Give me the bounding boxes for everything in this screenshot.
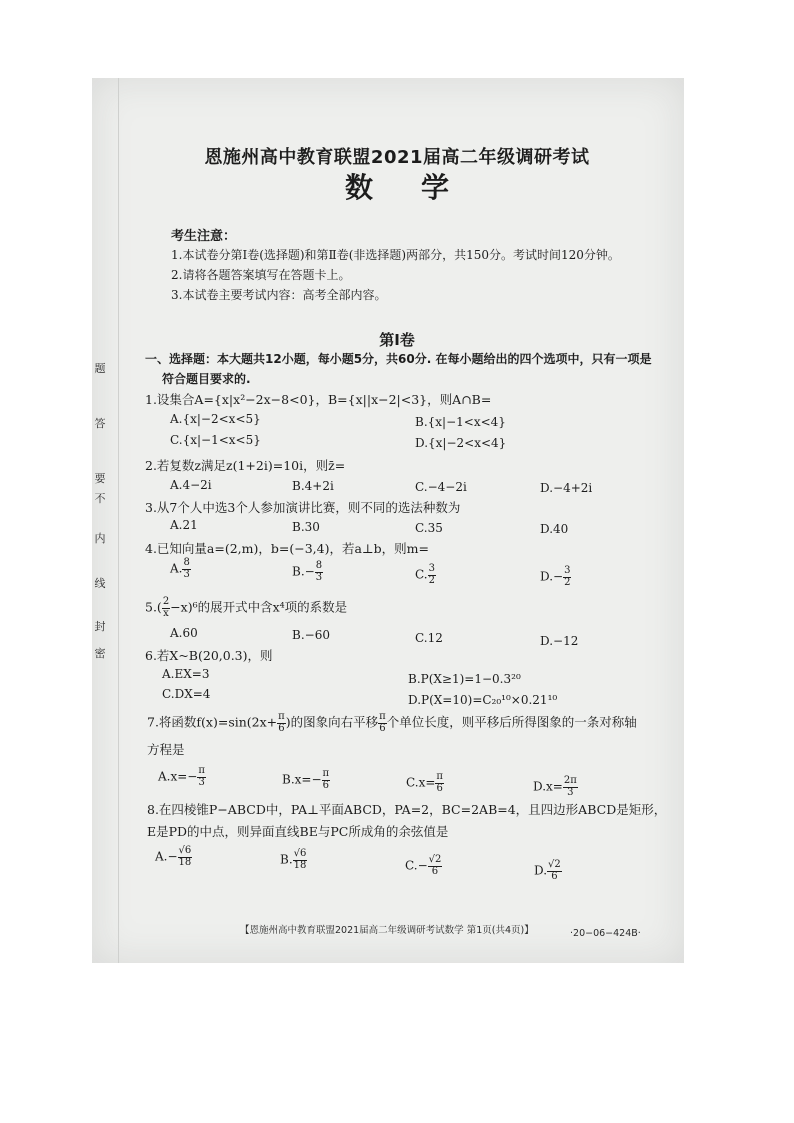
option-prefix: D. (534, 863, 548, 878)
q1-option-b: B.{x|−1<x<4} (415, 415, 506, 429)
denominator: 3 (567, 786, 574, 798)
fraction (378, 712, 387, 734)
paper-code: ·20−06−424B· (570, 928, 641, 939)
q1-option-c: C.{x|−1<x<5} (170, 433, 261, 447)
stem-text: 个单位长度，则平移后所得图象的一条对称轴 (386, 714, 637, 730)
fraction (547, 860, 562, 882)
q8-option-c (405, 855, 442, 877)
denominator: 3 (183, 568, 190, 580)
q5-option-b: B.−60 (292, 628, 330, 642)
denominator: 6 (551, 870, 558, 882)
q4-option-c (415, 564, 436, 586)
stem-text: )的图象向右平移 (285, 714, 379, 730)
denominator: 3 (198, 776, 205, 788)
denominator: 6 (379, 722, 386, 734)
denominator: 6 (278, 722, 285, 734)
fraction (197, 766, 206, 788)
numerator: 3 (428, 563, 435, 574)
notice-item: 2.请将各题答案填写在答题卡上。 (171, 268, 351, 282)
numerator: √2 (548, 859, 561, 870)
page-footer: 【恩施州高中教育联盟2021届高二年级调研考试数学 第1页(共4页)】 (240, 925, 534, 936)
q6-option-c: C.DX=4 (162, 687, 211, 701)
q7-option-c (406, 772, 444, 794)
numerator: √6 (293, 848, 307, 859)
numerator: 2 (162, 596, 170, 607)
seal-char: 要 (94, 472, 106, 485)
q4-option-b (292, 561, 323, 583)
question-7-stem-line2: 方程是 (147, 742, 185, 757)
question-8-stem-line2: E是PD的中点，则异面直线BE与PC所成角的余弦值是 (147, 824, 449, 839)
fraction (182, 558, 190, 580)
notice-item: 3.本试卷主要考试内容：高考全部内容。 (171, 288, 387, 302)
q2-option-b: B.4+2i (292, 479, 334, 493)
fraction (563, 566, 571, 588)
question-4-stem: 4.已知向量a=(2,m)，b=(−3,4)，若a⊥b，则m= (145, 541, 430, 556)
denominator: 2 (428, 574, 435, 586)
q2-option-c: C.−4−2i (415, 480, 467, 494)
option-prefix: A.− (155, 849, 178, 864)
question-3-stem: 3.从7个人中选3个人参加演讲比赛，则不同的选法种数为 (145, 500, 461, 515)
option-prefix: B. (280, 852, 293, 867)
numerator: √6 (178, 845, 192, 856)
section-title: 第Ⅰ卷 (379, 331, 415, 349)
fraction (162, 597, 170, 619)
numerator: π (278, 711, 285, 722)
option-prefix: B.x=− (282, 772, 322, 787)
option-prefix: C. (415, 567, 428, 582)
section-intro: 一、选择题：本大题共12小题，每小题5分，共60分. 在每小题给出的四个选项中，只有一项是 (145, 352, 652, 366)
denominator: x (163, 607, 169, 619)
fraction (428, 855, 443, 877)
question-5-stem (145, 597, 347, 619)
q7-option-a (158, 766, 206, 788)
q3-option-a: A.21 (170, 518, 198, 532)
seal-char: 封 (94, 620, 106, 633)
option-prefix: D.− (540, 569, 564, 584)
denominator: 6 (436, 782, 443, 794)
section-intro: 符合题目要求的. (162, 372, 251, 386)
q6-option-d: D.P(X=10)=C₂₀¹⁰×0.21¹⁰ (408, 693, 558, 707)
seal-char: 线 (94, 577, 106, 590)
question-2-stem: 2.若复数z满足z(1+2i)=10i，则z̄= (145, 458, 346, 473)
q1-option-d: D.{x|−2<x<4} (415, 436, 507, 450)
numerator: π (322, 768, 330, 779)
numerator: 2π (563, 775, 577, 786)
q5-option-d: D.−12 (540, 634, 579, 648)
question-1-stem: 1.设集合A={x|x²−2x−8<0}，B={x||x−2|<3}，则A∩B= (145, 392, 492, 407)
fraction (428, 564, 436, 586)
stem-text: −x)⁶的展开式中含x⁴项的系数是 (170, 599, 348, 615)
denominator: 18 (178, 856, 192, 868)
seal-char: 答 (94, 417, 106, 430)
denominator: 18 (293, 859, 307, 871)
numerator: √2 (428, 854, 442, 865)
q3-option-d: D.40 (540, 522, 569, 536)
q7-option-d (533, 776, 578, 798)
option-prefix: D.x= (533, 779, 563, 794)
fraction (315, 561, 323, 583)
numerator: 8 (315, 560, 323, 571)
q6-option-a: A.EX=3 (162, 667, 210, 681)
numerator: π (436, 771, 443, 782)
fraction (435, 772, 444, 794)
q4-option-a (170, 558, 191, 580)
q2-option-a: A.4−2i (170, 478, 212, 492)
denominator: 3 (315, 571, 323, 583)
q1-option-a: A.{x|−2<x<5} (170, 412, 261, 426)
fraction (563, 776, 578, 798)
q8-option-a (155, 846, 192, 868)
option-prefix: C.x= (406, 775, 436, 790)
question-7-stem (147, 712, 637, 734)
option-prefix: A. (170, 561, 183, 576)
exam-title: 恩施州高中教育联盟2021届高二年级调研考试 (204, 147, 590, 168)
fraction (277, 712, 286, 734)
seal-char: 不 (94, 492, 106, 505)
q3-option-c: C.35 (415, 521, 443, 535)
exam-subject: 数学 (344, 171, 497, 204)
fraction (293, 849, 308, 871)
option-prefix: B.− (292, 564, 315, 579)
question-6-stem: 6.若X~B(20,0.3)，则 (145, 648, 273, 663)
numerator: 3 (564, 565, 571, 576)
q4-option-d (540, 566, 571, 588)
seal-char: 题 (94, 362, 106, 375)
stem-text: 5.( (145, 599, 162, 615)
seal-char: 密 (94, 647, 106, 660)
numerator: 8 (183, 557, 190, 568)
q3-option-b: B.30 (292, 520, 320, 534)
q8-option-b (280, 849, 307, 871)
denominator: 2 (564, 576, 571, 588)
notice-heading: 考生注意： (171, 229, 237, 244)
q5-option-c: C.12 (415, 631, 443, 645)
question-8-stem: 8.在四棱锥P−ABCD中，PA⊥平面ABCD，PA=2，BC=2AB=4，且四边形ABCD是矩形， (147, 802, 667, 817)
q2-option-d: D.−4+2i (540, 481, 593, 495)
option-prefix: C.− (405, 858, 428, 873)
stem-text: 7.将函数f(x)=sin(2x+ (147, 714, 278, 730)
denominator: 6 (431, 865, 439, 877)
numerator: π (198, 765, 205, 776)
option-prefix: A.x=− (158, 769, 198, 784)
q8-option-d (534, 860, 562, 882)
q5-option-a: A.60 (170, 626, 198, 640)
notice-item: 1.本试卷分第Ⅰ卷(选择题)和第Ⅱ卷(非选择题)两部分，共150分。考试时间120分钟。 (171, 248, 620, 262)
seal-char: 内 (94, 532, 106, 545)
denominator: 6 (322, 779, 329, 791)
fraction (322, 769, 331, 791)
binding-line (118, 78, 119, 963)
numerator: π (379, 711, 386, 722)
fraction (178, 846, 193, 868)
q6-option-b: B.P(X≥1)=1−0.3²⁰ (408, 672, 521, 686)
q7-option-b (282, 769, 330, 791)
